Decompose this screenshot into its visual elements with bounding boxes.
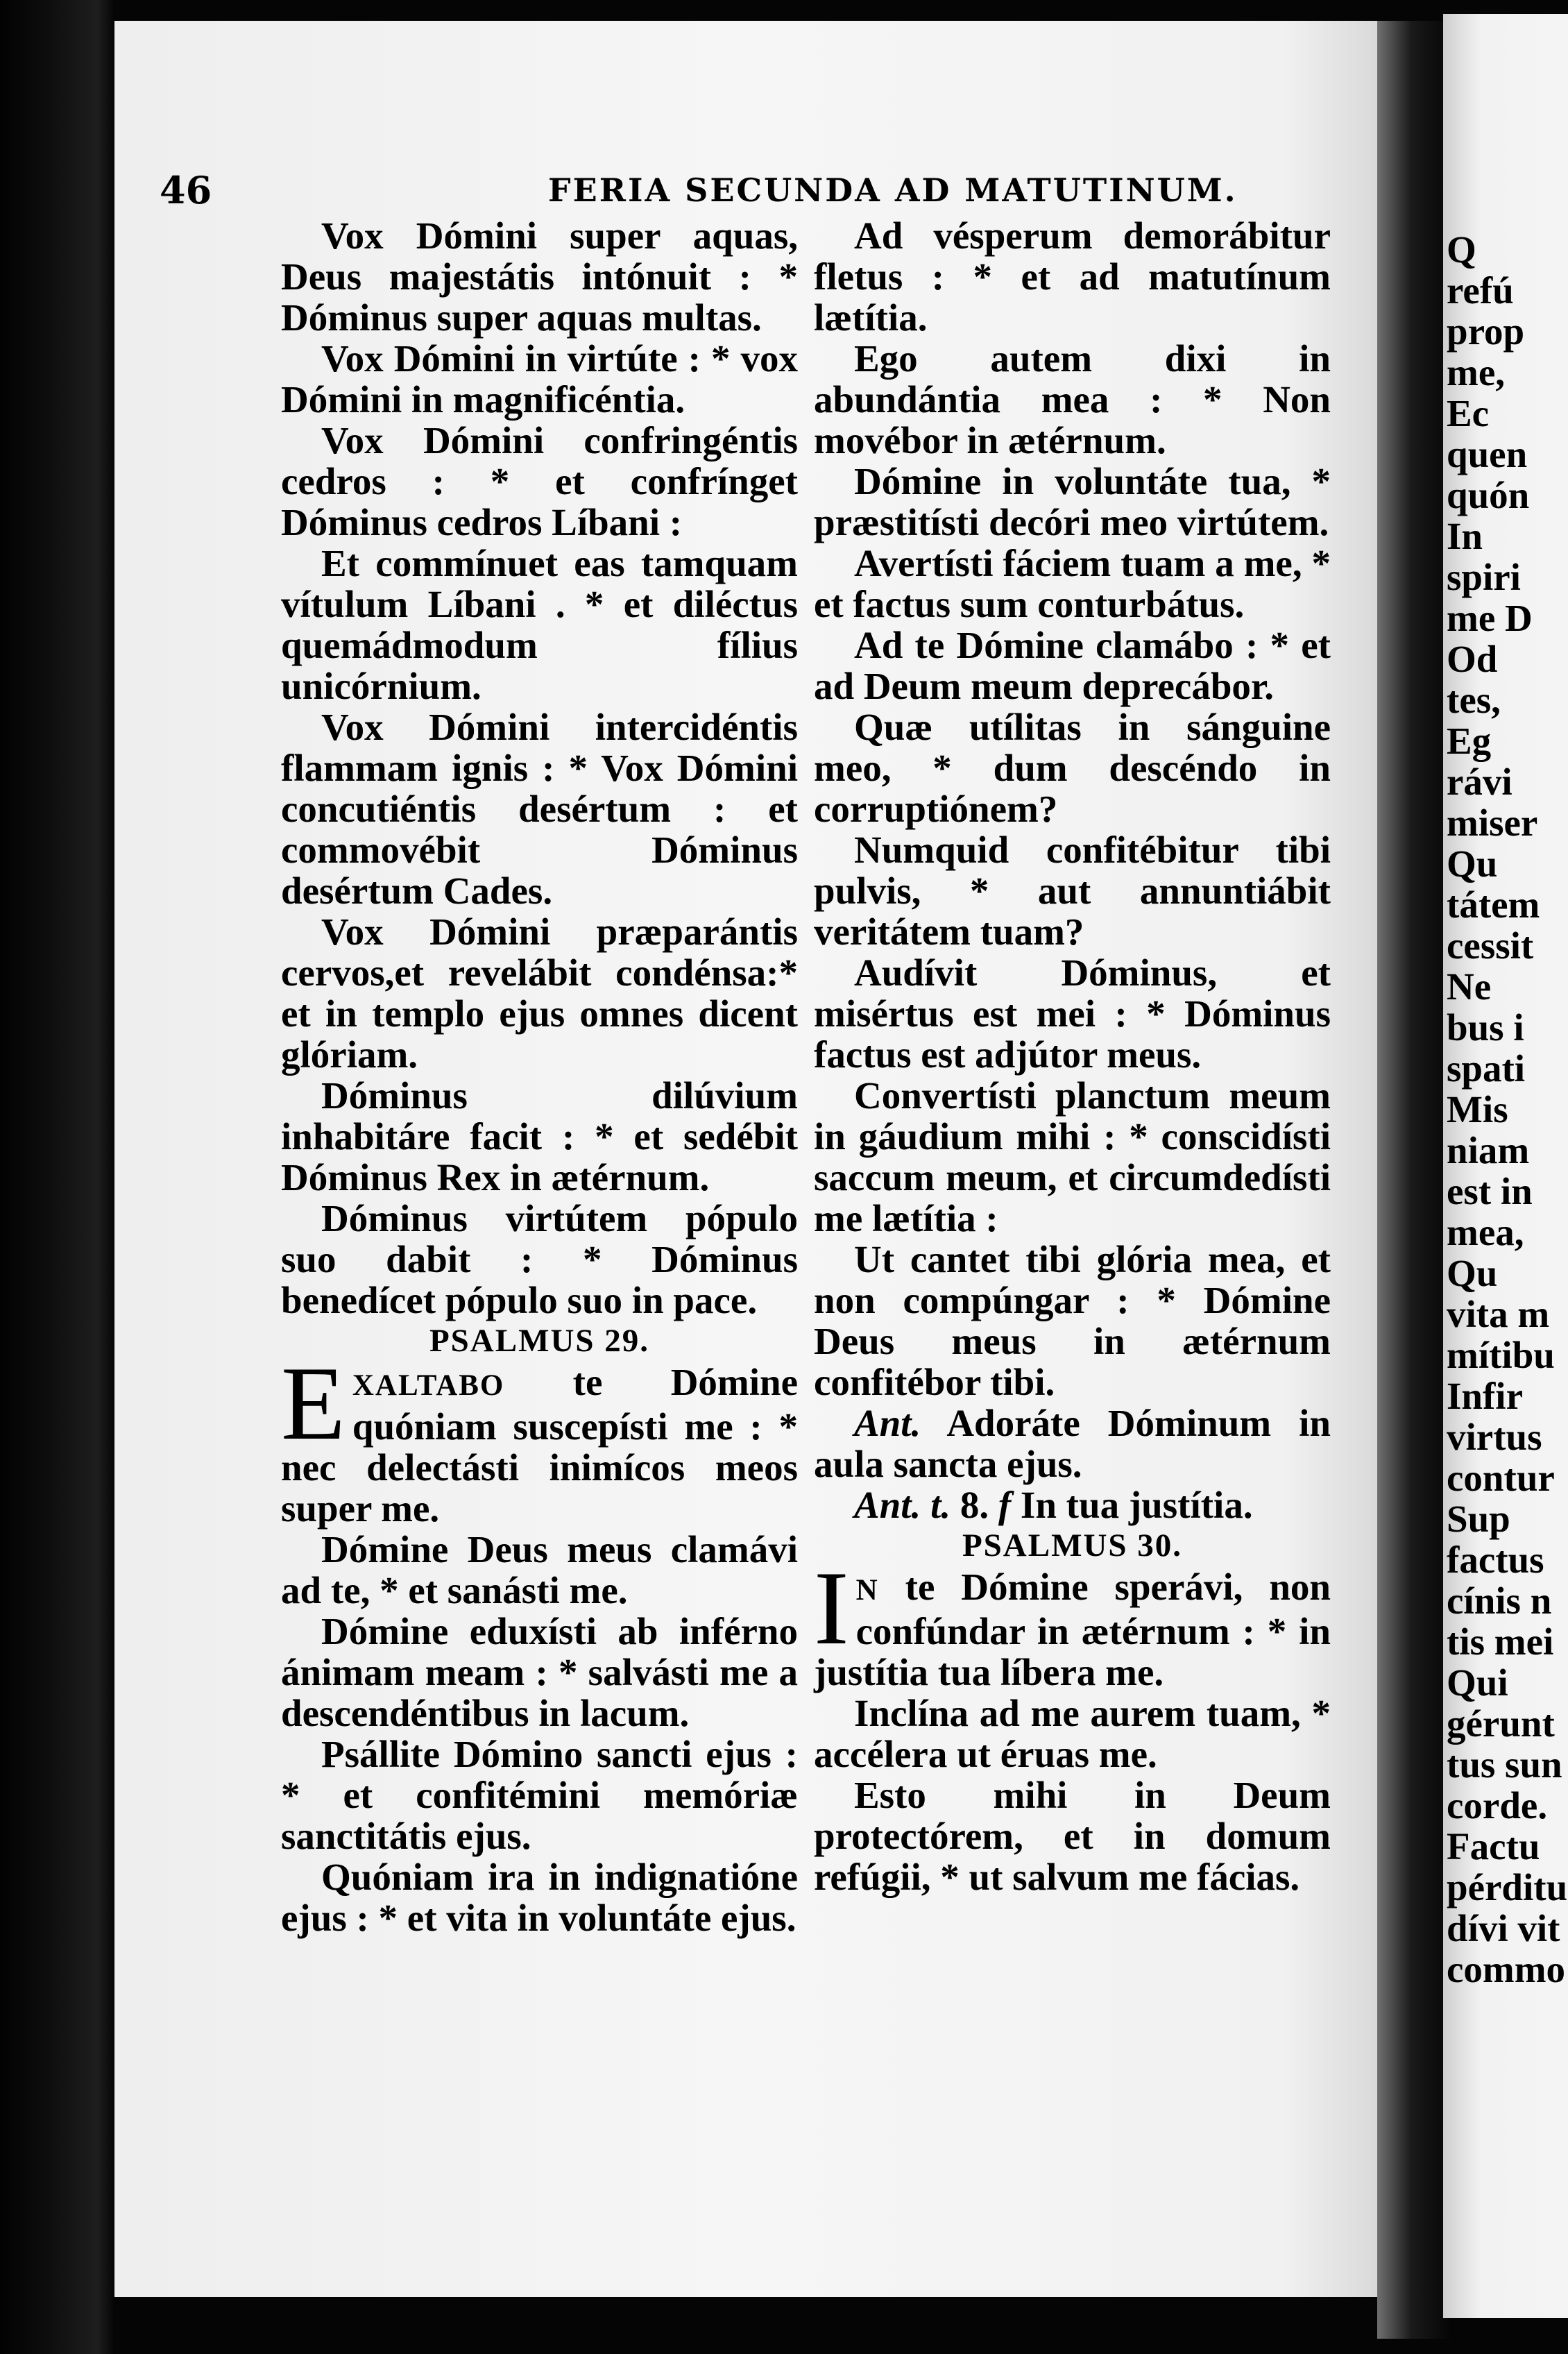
facing-page-line: Infir — [1447, 1375, 1523, 1417]
verse: Dómine in voluntáte tua, * præstitísti decóri meo virtútem. — [814, 460, 1331, 543]
facing-page-line: factus — [1447, 1539, 1544, 1581]
facing-page-line: me D — [1447, 597, 1533, 639]
verse-text: te Dómine quóniam suscepísti me : * nec delectásti inimícos meos super me. — [281, 1361, 799, 1530]
facing-page-line: tátem — [1447, 883, 1540, 926]
facing-page-line: cínis n — [1447, 1580, 1552, 1622]
facing-page-line: mea, — [1447, 1211, 1524, 1253]
facing-page-line: corde. — [1447, 1784, 1548, 1827]
facing-page-line: In — [1447, 515, 1483, 557]
verse: Ad vésperum demorábitur fletus : * et ad matutínum lætítia. — [814, 214, 1331, 339]
drop-cap: I — [814, 1550, 849, 1666]
facing-page-line: gérunt — [1447, 1702, 1555, 1745]
facing-page-line: quón — [1447, 474, 1530, 516]
verse: Dómine Deus meus clamávi ad te, * et sanásti me. — [281, 1528, 798, 1611]
facing-page-line: vita m — [1447, 1293, 1550, 1335]
verse: Avertísti fáciem tuam a me, * et factus sum conturbátus. — [814, 542, 1331, 625]
drop-cap-rest: N — [855, 1574, 879, 1607]
page-number: 46 — [160, 168, 212, 212]
facing-page-line: Qu — [1447, 842, 1498, 885]
mode-letter: f — [998, 1484, 1012, 1526]
left-column — [281, 215, 798, 1938]
verse: Dóminus virtútem pópulo suo dabit : * Dóminus benedícet pópulo suo in pace. — [281, 1197, 798, 1321]
verse: Ut cantet tibi glória mea, et non compúngar : * Dómine Deus meus in ætérnum confitébor tibi. — [814, 1238, 1331, 1403]
facing-page-line: tes, — [1447, 679, 1501, 721]
book-gutter-shadow — [1377, 21, 1454, 2339]
verse: Et commínuet eas tamquam vítulum Líbani . * et diléctus quemádmodum fílius unicórnium. — [281, 542, 798, 707]
antiphon-label: Ant. — [854, 1484, 921, 1526]
verse: Dóminus dilúvium inhabitáre facit : * et sedébit Dóminus Rex in ætérnum. — [281, 1074, 798, 1199]
verse: Quæ utílitas in sánguine meo, * dum descéndo in corruptiónem? — [814, 706, 1331, 830]
verse: Convertísti planctum meum in gáudium mihi : * conscidísti saccum meum, et circumdedísti me lætítia : — [814, 1074, 1331, 1239]
running-title: FERIA SECUNDA AD MATUTINUM. — [548, 171, 1238, 209]
facing-page-line: Ne — [1447, 965, 1492, 1008]
facing-page-line: Od — [1447, 638, 1498, 680]
facing-page-line: Ec — [1447, 392, 1490, 434]
facing-page-line: tis mei — [1447, 1620, 1554, 1663]
facing-page-line: Qu — [1447, 1252, 1498, 1294]
facing-page-line: Eg — [1447, 720, 1492, 762]
psalm-29-heading: PSALMUS 29. — [429, 1323, 650, 1359]
facing-page-line: refú — [1447, 269, 1514, 312]
verse: Vox Dómini intercidéntis flammam ignis : * Vox Dómini concutiéntis desértum : et commovébit Dóminus desértum Cades. — [281, 706, 798, 912]
facing-page-line: spati — [1447, 1047, 1526, 1090]
antiphon-text: Adoráte Dóminum in aula sancta ejus. — [814, 1402, 1331, 1485]
verse: Ad te Dómine clamábo : * et ad Deum meum deprecábor. — [814, 624, 1331, 707]
tone-number: 8. — [960, 1484, 989, 1526]
antiphon — [814, 1403, 1331, 1484]
facing-page-line: niam — [1447, 1129, 1530, 1171]
facing-page-line: quen — [1447, 433, 1528, 475]
scan-left-border — [0, 0, 114, 2354]
verse: Audívit Dóminus, et misértus est mei : * Dóminus factus est adjútor meus. — [814, 951, 1331, 1076]
facing-page-line: mítibu — [1447, 1334, 1555, 1376]
facing-page-line: tus sun — [1447, 1743, 1562, 1786]
facing-page-line: spiri — [1447, 556, 1521, 598]
facing-page-line: virtus — [1447, 1416, 1542, 1458]
facing-page-line: me, — [1447, 351, 1505, 393]
right-column — [814, 215, 1331, 1897]
facing-page-line: Q — [1447, 228, 1476, 271]
psalm-30-first-verse — [814, 1550, 1331, 1693]
antiphon-intonation — [814, 1484, 1331, 1525]
verse: Esto mihi in Deum protectórem, et in domum refúgii, * ut salvum me fácias. — [814, 1774, 1331, 1898]
facing-page-line: Factu — [1447, 1825, 1540, 1868]
facing-page-line: pérditu — [1447, 1866, 1568, 1908]
facing-page-line: prop — [1447, 310, 1525, 353]
verse: Dómine eduxísti ab inférno ánimam meam : * salvásti me a descendéntibus in lacum. — [281, 1610, 798, 1734]
verse: Vox Dómini super aquas, Deus majestátis intónuit : * Dóminus super aquas multas. — [281, 214, 798, 339]
drop-cap-rest: XALTABO — [352, 1369, 505, 1402]
tone-label: t. — [930, 1484, 951, 1526]
verse: Numquid confitébitur tibi pulvis, * aut annuntiábit veritátem tuam? — [814, 829, 1331, 953]
facing-page-line: Sup — [1447, 1498, 1510, 1540]
psalm-29-first-verse — [281, 1345, 799, 1530]
antiphon-text: In tua justítia. — [1020, 1484, 1253, 1526]
antiphon-label: Ant. — [854, 1402, 921, 1444]
facing-page-line: cessit — [1447, 924, 1534, 967]
facing-page-line: miser — [1447, 802, 1538, 844]
drop-cap: E — [281, 1345, 346, 1462]
verse-text: te Dómine sperávi, non confúndar in ætérnum : * in justítia tua líbera me. — [814, 1566, 1331, 1693]
facing-page-line: commo — [1447, 1948, 1566, 1990]
facing-page-text — [1447, 229, 1568, 1990]
verse: Ego autem dixi in abundántia mea : * Non movébor in ætérnum. — [814, 337, 1331, 462]
facing-page-line: dívi vit — [1447, 1907, 1560, 1949]
facing-page-line: Qui — [1447, 1661, 1508, 1704]
facing-page-line: contur — [1447, 1457, 1555, 1499]
facing-page-line: rávi — [1447, 761, 1512, 803]
verse: Inclína ad me aurem tuam, * accélera ut éruas me. — [814, 1692, 1331, 1775]
verse: Psállite Dómino sancti ejus : * et confitémini memóriæ sanctitátis ejus. — [281, 1733, 798, 1857]
facing-page-line: bus i — [1447, 1006, 1524, 1049]
verse: Vox Dómini præparántis cervos,et revelábit condénsa:* et in templo ejus omnes dicent glóriam. — [281, 911, 798, 1076]
verse: Quóniam ira in indignatióne ejus : * et vita in voluntáte ejus. — [281, 1856, 798, 1939]
verse: Vox Dómini confringéntis cedros : * et confrínget Dóminus cedros Líbani : — [281, 419, 798, 543]
facing-page-line: Mis — [1447, 1088, 1508, 1131]
psalm-30-heading: PSALMUS 30. — [962, 1527, 1183, 1564]
facing-page-line: est in — [1447, 1170, 1533, 1212]
verse: Vox Dómini in virtúte : * vox Dómini in magnificéntia. — [281, 337, 798, 421]
